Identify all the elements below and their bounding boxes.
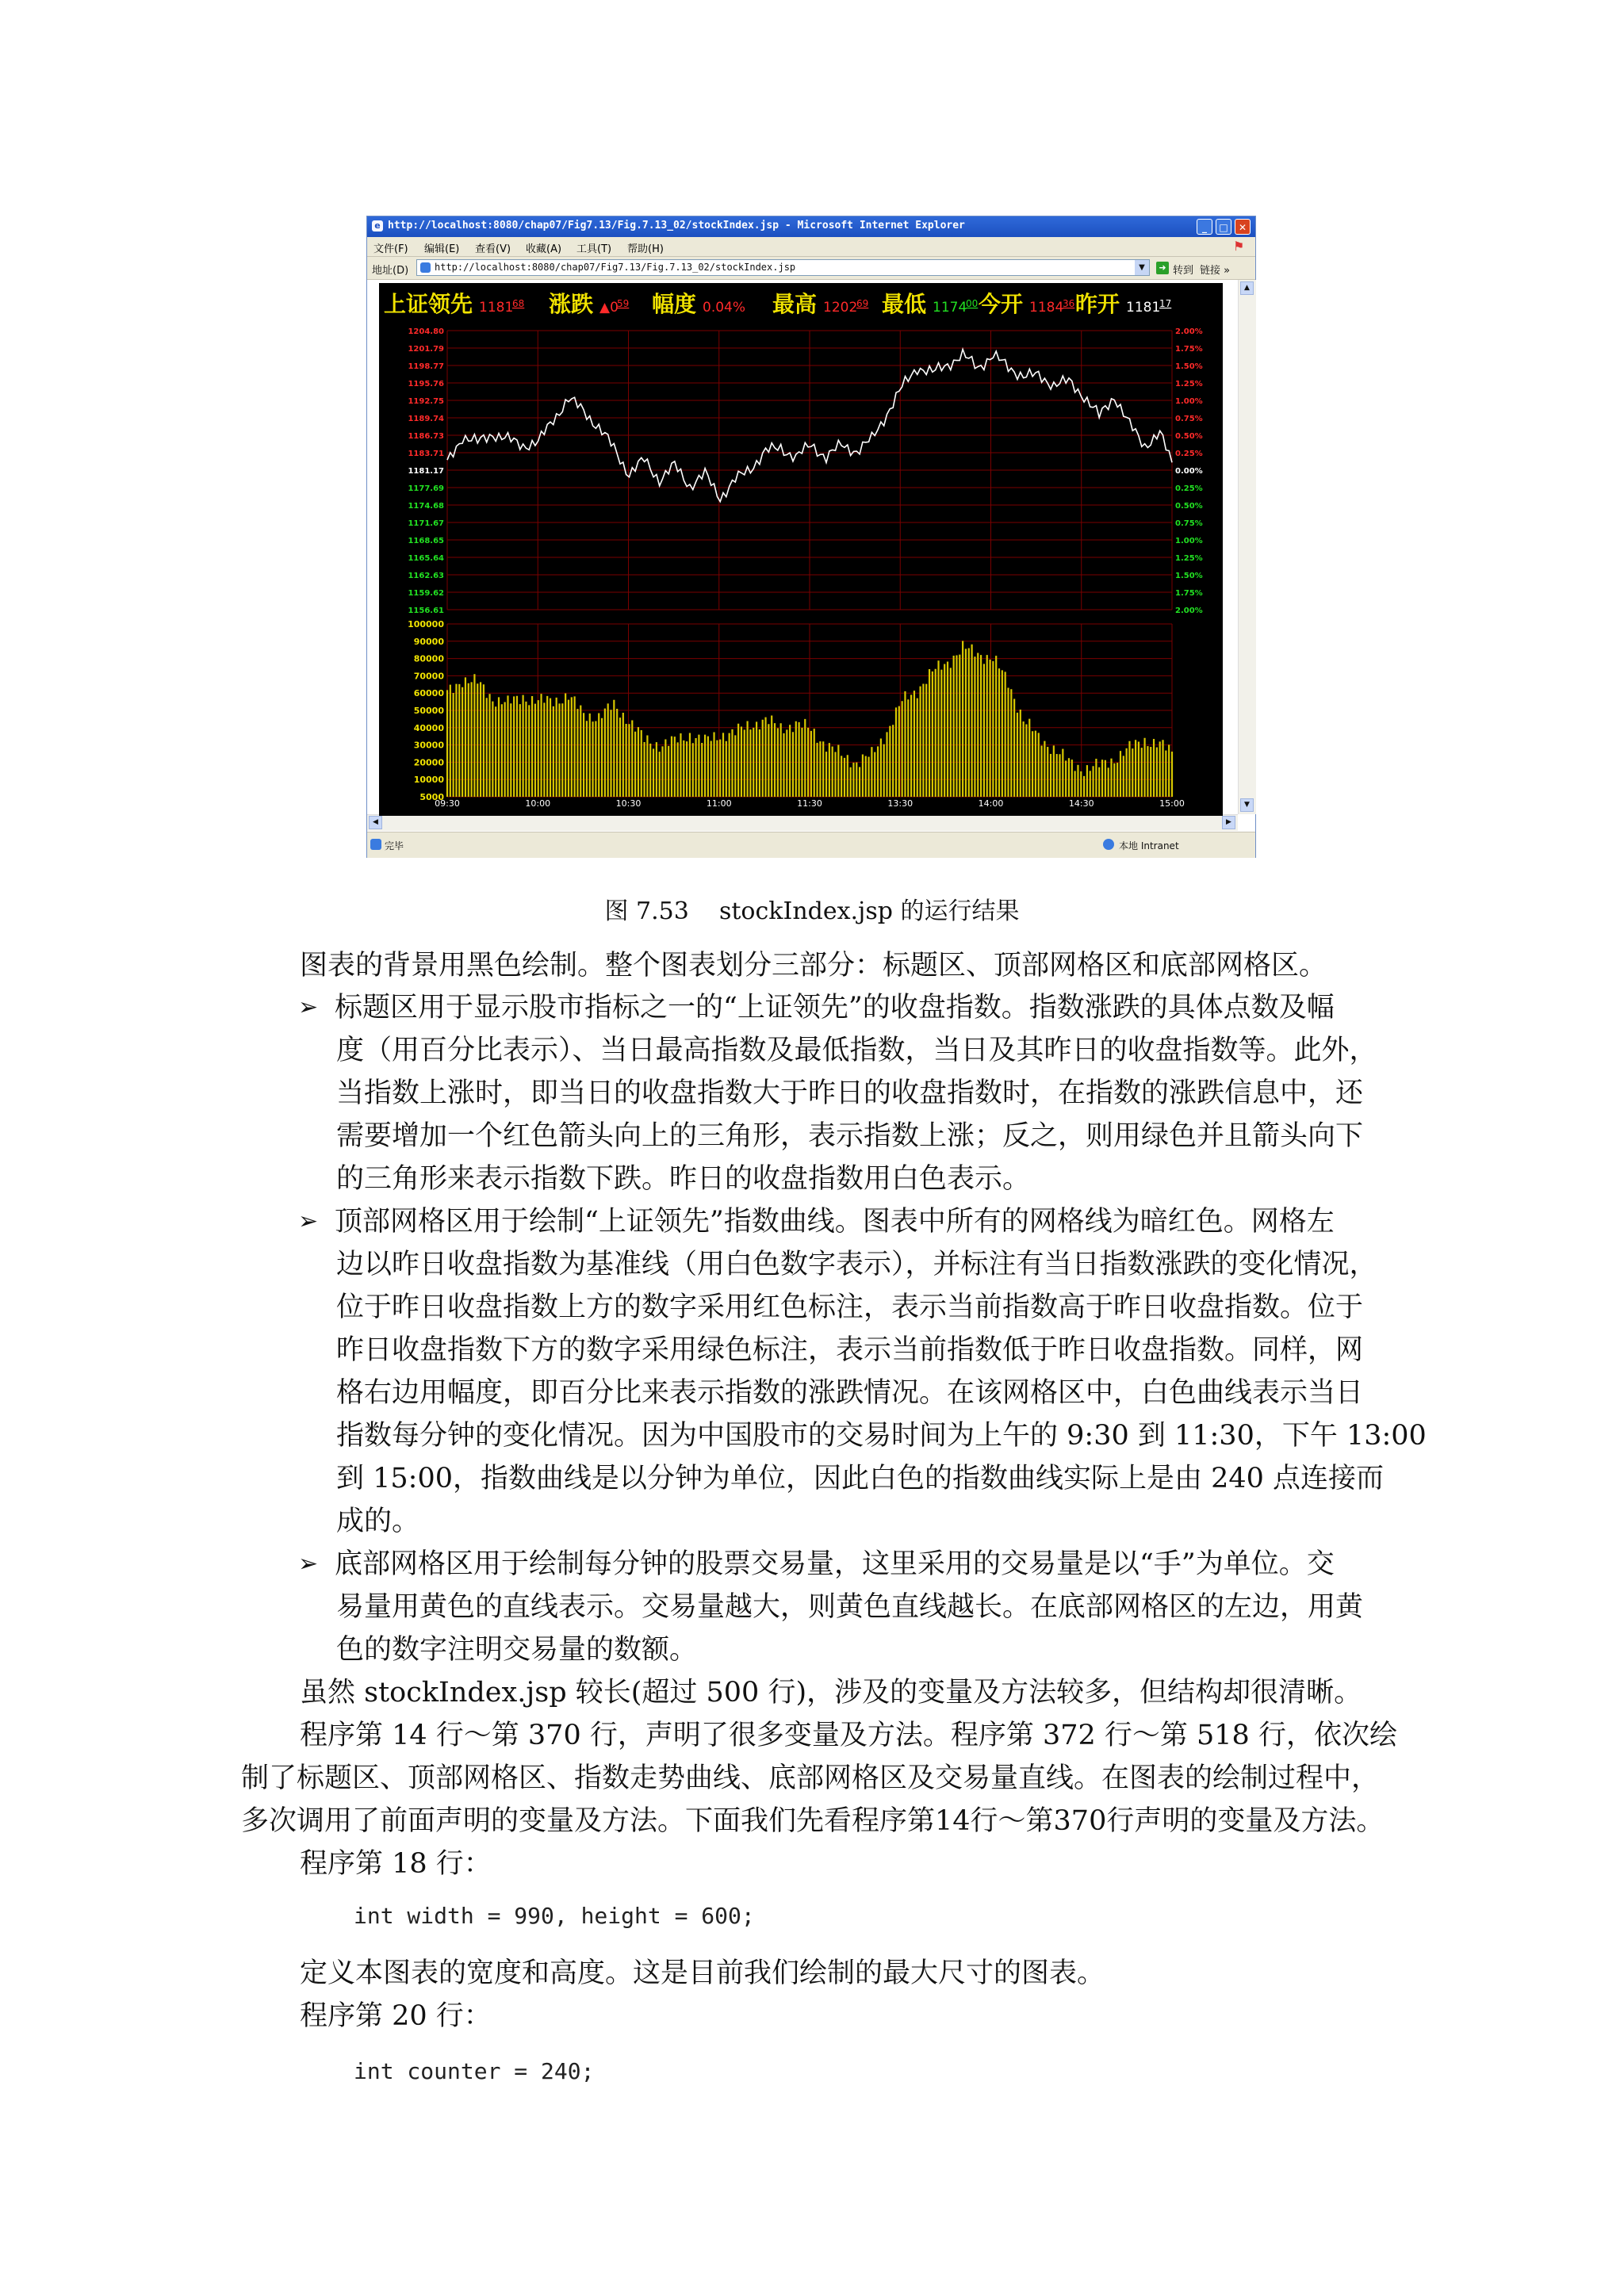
scroll-right-icon[interactable]: ▶ (1222, 816, 1235, 829)
links-label: 链接 (1200, 265, 1221, 277)
bullet2-line4: 昨日收盘指数下方的数字采用绿色标注，表示当前指数低于昨日收盘指数。同样，网 (336, 1334, 1364, 1366)
volume-tick-label: 5000 (419, 792, 444, 802)
header-label: 涨跌 (549, 291, 594, 317)
paragraph-intro: 图表的背景用黑色绘制。整个图表划分三部分：标题区、顶部网格区和底部网格区。 (300, 950, 1327, 982)
pct-tick-label: 1.75% (1175, 345, 1203, 354)
index-tick-label: 1186.73 (408, 432, 444, 441)
header-value: 1174 (933, 300, 967, 316)
horizontal-scrollbar[interactable] (367, 814, 1238, 831)
stock-index-chart (379, 283, 1223, 816)
time-tick-label: 13:30 (887, 798, 914, 809)
pct-tick-label: 0.50% (1175, 432, 1203, 441)
go-arrow-icon[interactable]: ➜ (1156, 262, 1169, 274)
header-value: ▲0 (599, 300, 619, 316)
page-icon (420, 262, 431, 273)
menu-view[interactable]: 查看(V) (475, 243, 511, 255)
volume-tick-label: 60000 (413, 688, 444, 699)
title-bar (367, 216, 1255, 237)
volume-tick-label: 90000 (413, 636, 444, 647)
go-button[interactable]: 转到 (1173, 265, 1194, 277)
time-tick-label: 15:00 (1159, 798, 1185, 809)
pct-tick-label: 0.00% (1175, 467, 1203, 476)
bullet1-line2: 度（用百分比表示）、当日最高指数及最低指数，当日及其昨日的收盘指数等。此外， (336, 1035, 1377, 1066)
close-button[interactable]: ✕ (1235, 219, 1251, 235)
menu-favorites[interactable]: 收藏(A) (526, 243, 562, 255)
pct-tick-label: 1.25% (1175, 380, 1203, 388)
paragraph-program-line2: 制了标题区、顶部网格区、指数走势曲线、底部网格区及交易量直线。在图表的绘制过程中， (241, 1762, 1380, 1794)
pct-tick-label: 1.00% (1175, 397, 1203, 406)
header-value: 1181 (1126, 300, 1161, 316)
scroll-up-icon[interactable]: ▲ (1240, 281, 1254, 295)
address-bar (367, 257, 1255, 280)
paragraph-length: 虽然 stockIndex.jsp 较长(超过 500 行)，涉及的变量及方法较多，但结构却很清晰。 (300, 1677, 1362, 1709)
header-label: 昨开 (1075, 291, 1120, 317)
code-width-height: int width = 990, height = 600; (354, 1903, 755, 1929)
header-value-fraction: 68 (512, 298, 525, 309)
index-tick-label: 1198.77 (408, 362, 444, 371)
volume-tick-label: 100000 (408, 619, 444, 629)
header-label: 上证领先 (384, 291, 473, 317)
links-button[interactable] (1200, 262, 1230, 277)
pct-tick-label: 1.50% (1175, 572, 1203, 580)
status-bar (367, 832, 1255, 858)
done-icon (370, 839, 381, 850)
menu-bar (367, 237, 1255, 257)
bullet2-line8: 成的。 (336, 1506, 420, 1537)
bullet-icon: ➢ (298, 1550, 319, 1578)
bullet1-line3: 当指数上涨时，即当日的收盘指数大于昨日的收盘指数时，在指数的涨跌信息中，还 (336, 1077, 1364, 1109)
index-tick-label: 1156.61 (408, 607, 444, 615)
minimize-button[interactable]: _ (1197, 219, 1212, 235)
header-value: 1181 (479, 300, 514, 316)
window-title: http://localhost:8080/chap07/Fig7.13/Fig.7.13_02/stockIndex.jsp - Microsoft Internet Explorer (388, 220, 965, 232)
bullet-icon: ➢ (298, 993, 319, 1021)
header-value-fraction: 17 (1159, 298, 1172, 309)
bullet2-line2: 边以昨日收盘指数为基准线（用白色数字表示），并标注有当日指数涨跌的变化情况， (336, 1249, 1377, 1280)
volume-tick-label: 70000 (413, 671, 444, 682)
pct-tick-label: 1.75% (1175, 589, 1203, 598)
pct-tick-label: 0.75% (1175, 519, 1203, 528)
bullet-icon: ➢ (298, 1207, 319, 1235)
time-tick-label: 09:30 (435, 798, 460, 809)
paragraph-width-desc: 定义本图表的宽度和高度。这是目前我们绘制的最大尺寸的图表。 (300, 1957, 1105, 1989)
header-value-fraction: 69 (856, 298, 869, 309)
bullet2-line6: 指数每分钟的变化情况。因为中国股市的交易时间为上午的 9:30 到 11:30，下午 13:00 (336, 1420, 1427, 1452)
volume-tick-label: 50000 (413, 706, 444, 716)
pct-tick-label: 0.75% (1175, 415, 1203, 423)
bullet1-line1: 标题区用于显示股市指标之一的“上证领先”的收盘指数。指数涨跌的具体点数及幅 (335, 992, 1335, 1024)
header-value: 1202 (823, 300, 858, 316)
time-tick-label: 14:00 (978, 798, 1004, 809)
header-label: 今开 (979, 291, 1024, 317)
address-text[interactable]: http://localhost:8080/chap07/Fig7.13/Fig.7.13_02/stockIndex.jsp (435, 262, 796, 273)
index-tick-label: 1204.80 (408, 327, 444, 336)
time-tick-label: 14:30 (1068, 798, 1094, 809)
time-tick-label: 10:30 (615, 798, 642, 809)
volume-tick-label: 30000 (413, 740, 444, 751)
pct-tick-label: 1.50% (1175, 362, 1203, 371)
time-tick-label: 10:00 (525, 798, 551, 809)
security-zone: 本地 Intranet (1119, 840, 1179, 851)
intranet-zone-icon (1103, 839, 1114, 850)
bullet3-line1: 底部网格区用于绘制每分钟的股票交易量，这里采用的交易量是以“手”为单位。交 (335, 1548, 1335, 1580)
program-line-20-label: 程序第 20 行： (300, 2000, 492, 2032)
code-counter: int counter = 240; (354, 2058, 595, 2084)
paragraph-program-line3: 多次调用了前面声明的变量及方法。下面我们先看程序第14行～第370行声明的变量及方法。 (241, 1805, 1385, 1837)
address-dropdown-icon[interactable]: ▼ (1135, 260, 1149, 275)
vertical-scrollbar[interactable] (1238, 280, 1256, 814)
header-label: 最高 (772, 291, 818, 317)
address-input[interactable] (416, 259, 1150, 276)
ie-icon: e (372, 220, 383, 232)
index-tick-label: 1192.75 (408, 397, 444, 406)
status-text: 完毕 (385, 840, 404, 851)
pct-tick-label: 2.00% (1175, 607, 1203, 615)
index-tick-label: 1177.69 (408, 484, 444, 493)
index-tick-label: 1162.63 (408, 572, 444, 580)
links-chevron: » (1224, 265, 1231, 277)
pct-tick-label: 1.00% (1175, 537, 1203, 545)
header-value-fraction: 36 (1063, 298, 1075, 309)
bullet2-line7: 到 15:00，指数曲线是以分钟为单位，因此白色的指数曲线实际上是由 240 点连接而 (336, 1463, 1385, 1494)
volume-tick-label: 40000 (413, 722, 444, 733)
scroll-left-icon[interactable]: ◀ (369, 816, 382, 829)
volume-tick-label: 10000 (413, 775, 444, 786)
bullet2-line1: 顶部网格区用于绘制“上证领先”指数曲线。图表中所有的网格线为暗红色。网格左 (335, 1206, 1335, 1238)
volume-tick-label: 20000 (413, 757, 444, 768)
maximize-button[interactable]: □ (1216, 219, 1231, 235)
address-label: 地址(D) (372, 265, 409, 277)
windows-logo-icon: ⚑ (1233, 239, 1245, 254)
figure-caption: 图 7.53 stockIndex.jsp 的运行结果 (604, 897, 1020, 925)
pct-tick-label: 0.25% (1175, 450, 1203, 458)
time-tick-label: 11:00 (706, 798, 732, 809)
index-tick-label: 1168.65 (408, 537, 444, 545)
index-tick-label: 1201.79 (408, 345, 444, 354)
pct-tick-label: 0.50% (1175, 502, 1203, 511)
header-value-fraction: 59 (617, 298, 630, 309)
pct-tick-label: 0.25% (1175, 484, 1203, 493)
bullet1-line5: 的三角形来表示指数下跌。昨日的收盘指数用白色表示。 (336, 1163, 1031, 1195)
header-label: 幅度 (652, 291, 697, 317)
index-tick-label: 1174.68 (408, 502, 444, 511)
index-tick-label: 1195.76 (408, 380, 444, 388)
bullet1-line4: 需要增加一个红色箭头向上的三角形，表示指数上涨；反之，则用绿色并且箭头向下 (336, 1120, 1364, 1152)
pct-tick-label: 1.25% (1175, 554, 1203, 563)
bullet2-line3: 位于昨日收盘指数上方的数字采用红色标注，表示当前指数高于昨日收盘指数。位于 (336, 1292, 1364, 1323)
volume-tick-label: 80000 (413, 653, 444, 664)
menu-tools[interactable]: 工具(T) (576, 243, 612, 255)
bullet3-line2: 易量用黄色的直线表示。交易量越大，则黄色直线越长。在底部网格区的左边，用黄 (336, 1591, 1364, 1623)
index-tick-label: 1189.74 (408, 415, 444, 423)
menu-file[interactable]: 文件(F) (373, 243, 408, 255)
index-tick-label: 1159.62 (408, 589, 444, 598)
menu-help[interactable]: 帮助(H) (627, 243, 664, 255)
menu-edit[interactable]: 编辑(E) (424, 243, 460, 255)
bullet2-line5: 格右边用幅度，即百分比来表示指数的涨跌情况。在该网格区中，白色曲线表示当日 (336, 1377, 1364, 1409)
header-value: 0.04% (703, 300, 746, 316)
index-tick-label: 1171.67 (408, 519, 444, 528)
pct-tick-label: 2.00% (1175, 327, 1203, 336)
header-label: 最低 (882, 291, 927, 317)
scroll-down-icon[interactable]: ▼ (1240, 798, 1254, 812)
header-value: 1184 (1029, 300, 1064, 316)
time-tick-label: 11:30 (797, 798, 822, 809)
index-tick-label: 1183.71 (408, 450, 444, 458)
index-tick-label: 1165.64 (408, 554, 444, 563)
header-value-fraction: 00 (966, 298, 979, 309)
bullet3-line3: 色的数字注明交易量的数额。 (336, 1634, 698, 1666)
paragraph-program-line1: 程序第 14 行～第 370 行，声明了很多变量及方法。程序第 372 行～第 518 行，依次绘 (300, 1720, 1397, 1751)
index-tick-label: 1181.17 (408, 467, 444, 476)
program-line-18-label: 程序第 18 行： (300, 1848, 492, 1880)
